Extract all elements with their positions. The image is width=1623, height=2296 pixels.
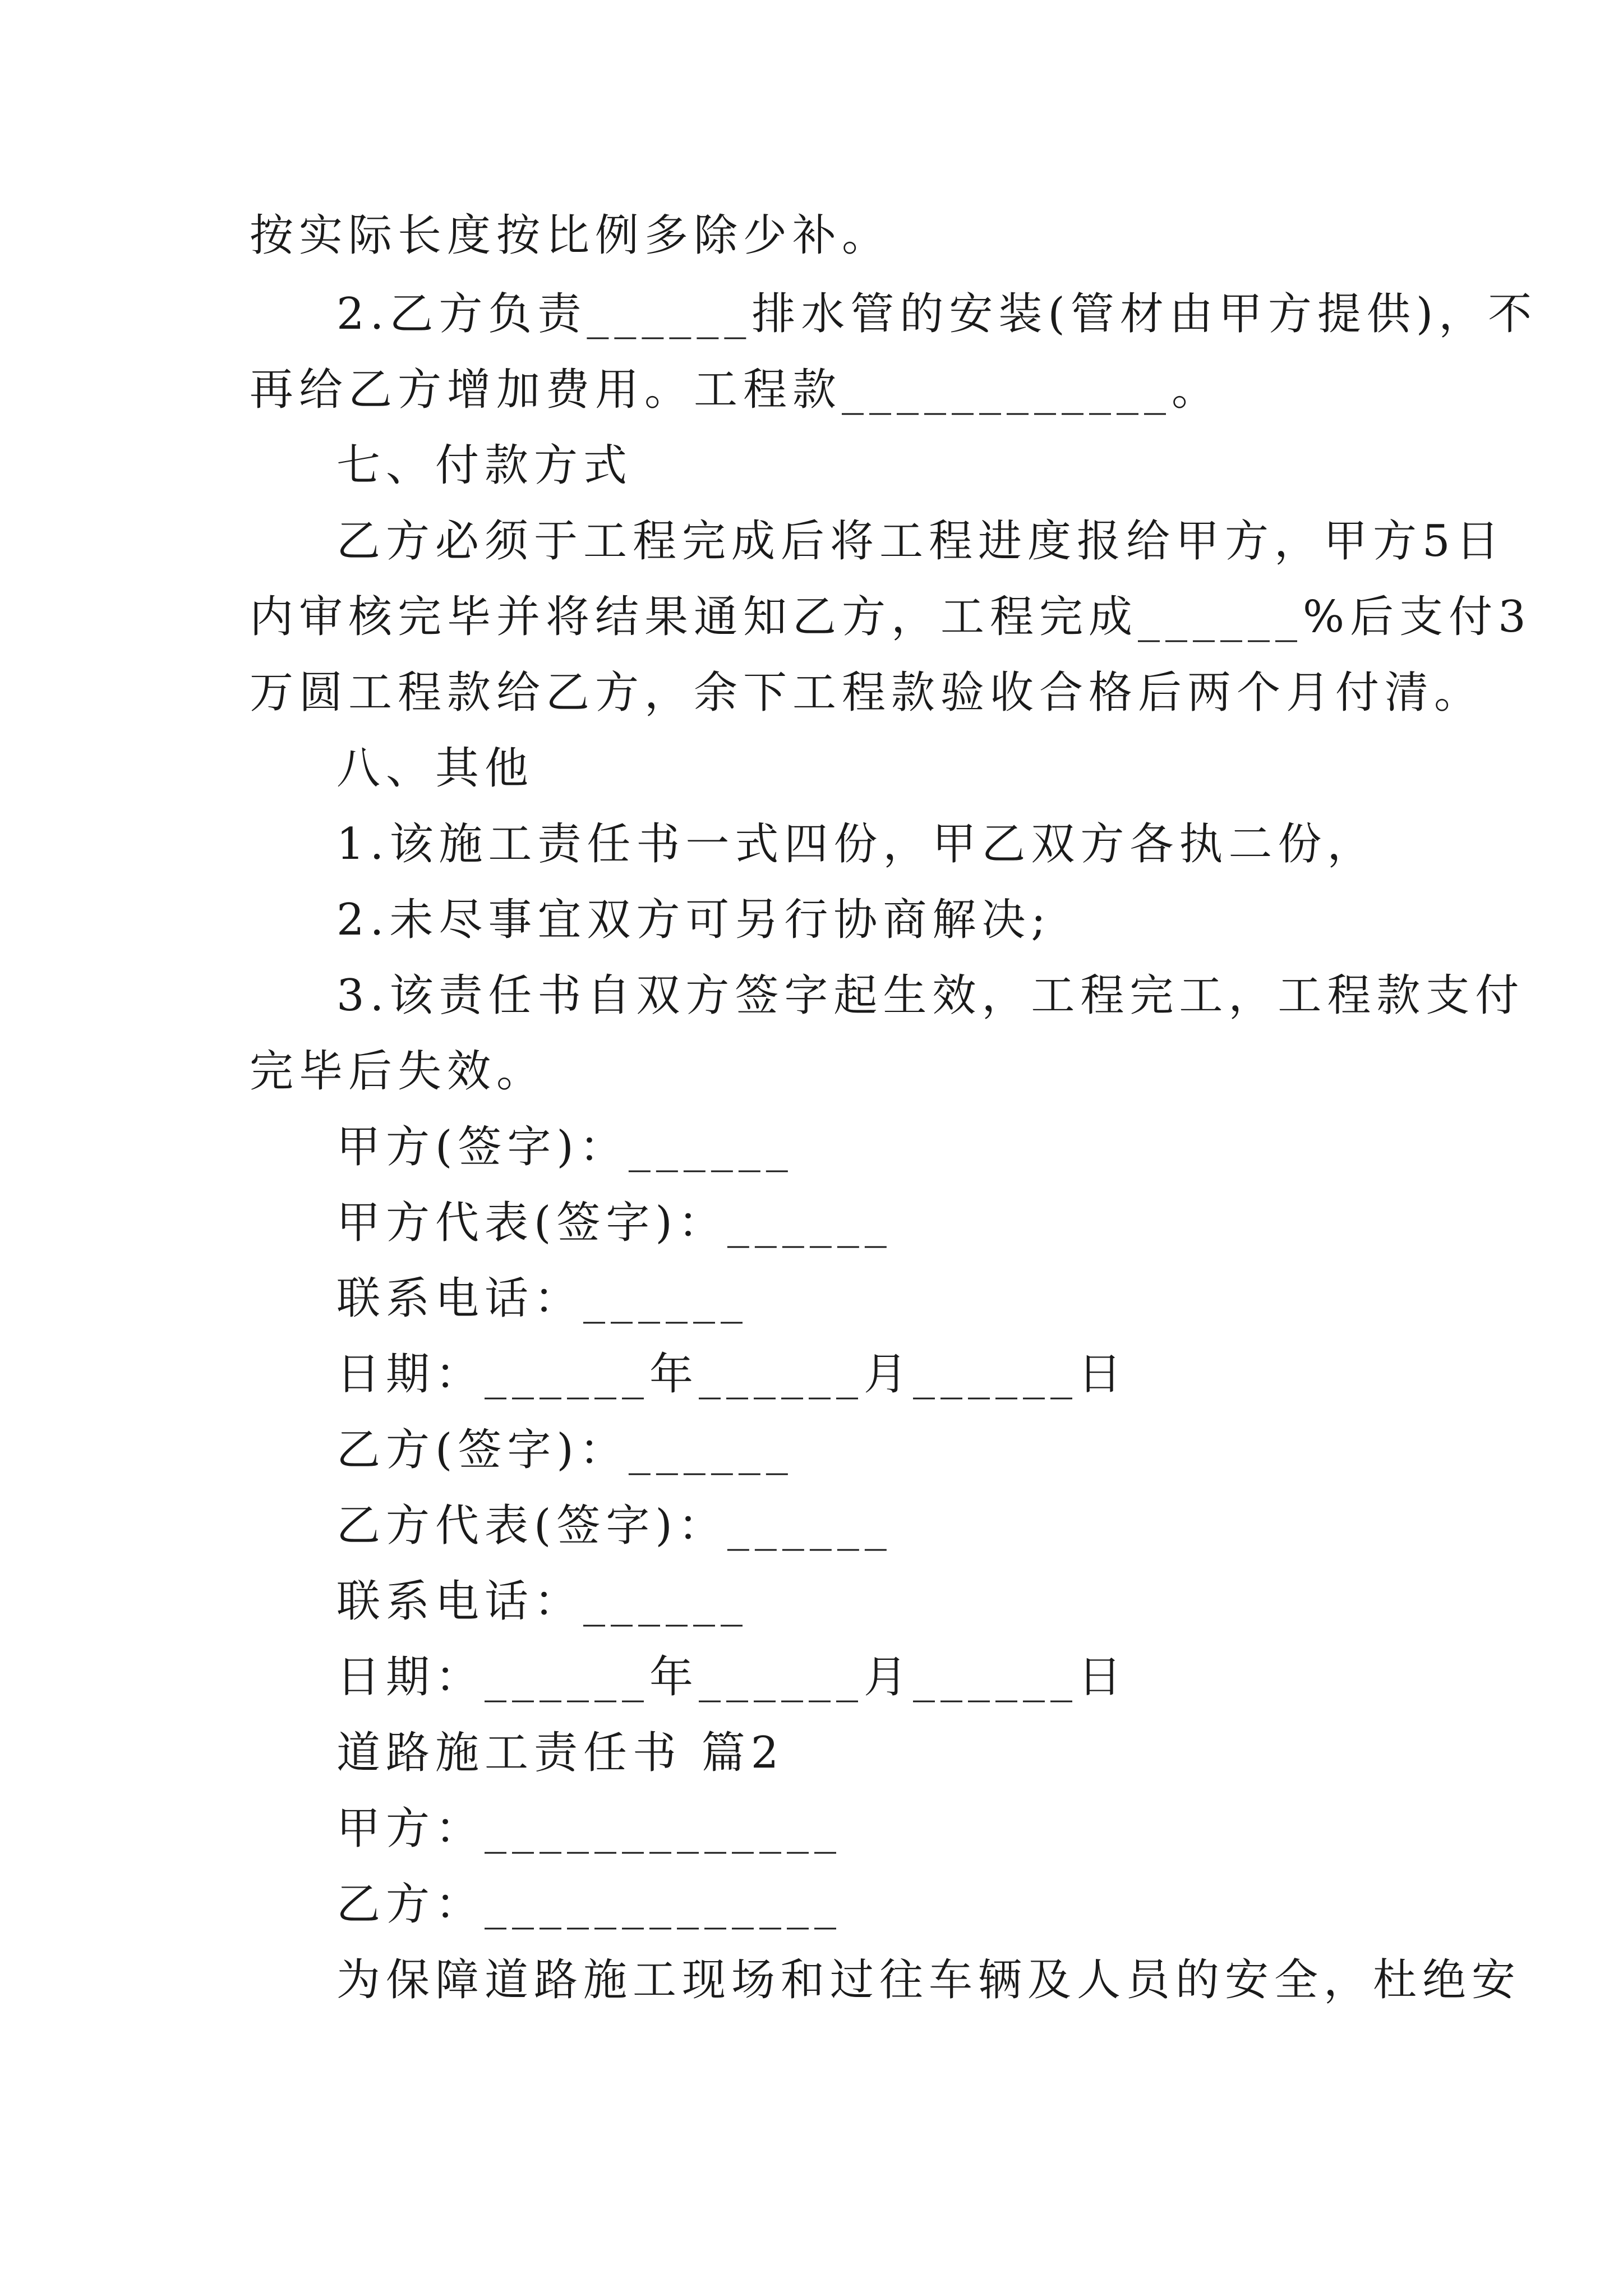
paragraph-line: 乙方必须于工程完成后将工程进度报给甲方，甲方5日 bbox=[336, 516, 1505, 567]
signature-field: 乙方代表(签字)：______ bbox=[336, 1501, 892, 1551]
date-field: 日期：______年______月______日 bbox=[336, 1652, 1128, 1703]
section-heading: 八、其他 bbox=[336, 743, 534, 794]
signature-field: 甲方代表(签字)：______ bbox=[336, 1198, 892, 1248]
signature-field: 甲方(签字)：______ bbox=[336, 1122, 794, 1172]
section-heading: 七、付款方式 bbox=[336, 440, 633, 491]
phone-field: 联系电话：______ bbox=[336, 1273, 749, 1324]
party-field: 甲方：_____________ bbox=[336, 1803, 842, 1854]
paragraph-line: 按实际长度按比例多除少补。 bbox=[250, 210, 892, 261]
phone-field: 联系电话：______ bbox=[336, 1576, 749, 1627]
date-field: 日期：______年______月______日 bbox=[336, 1349, 1128, 1400]
paragraph-line: 完毕后失效。 bbox=[250, 1046, 546, 1097]
paragraph-line: 2.乙方负责______排水管的安装(管材由甲方提供)，不 bbox=[336, 289, 1538, 339]
signature-field: 乙方(签字)：______ bbox=[336, 1425, 794, 1475]
paragraph-line: 万圆工程款给乙方，余下工程款验收合格后两个月付清。 bbox=[250, 668, 1484, 718]
paragraph-line: 3.该责任书自双方签字起生效，工程完工，工程款支付 bbox=[336, 970, 1525, 1021]
paragraph-line: 再给乙方增加费用。工程款____________。 bbox=[250, 365, 1221, 415]
section-title: 道路施工责任书 篇2 bbox=[336, 1728, 785, 1778]
paragraph-line: 2.未尽事宜双方可另行协商解决; bbox=[336, 895, 1052, 945]
paragraph-line: 为保障道路施工现场和过往车辆及人员的安全，杜绝安 bbox=[336, 1955, 1521, 2005]
paragraph-line: 内审核完毕并将结果通知乙方，工程完成______%后支付3 bbox=[250, 592, 1532, 642]
party-field: 乙方：_____________ bbox=[336, 1879, 842, 1930]
paragraph-line: 1.该施工责任书一式四份，甲乙双方各执二份， bbox=[336, 819, 1377, 869]
